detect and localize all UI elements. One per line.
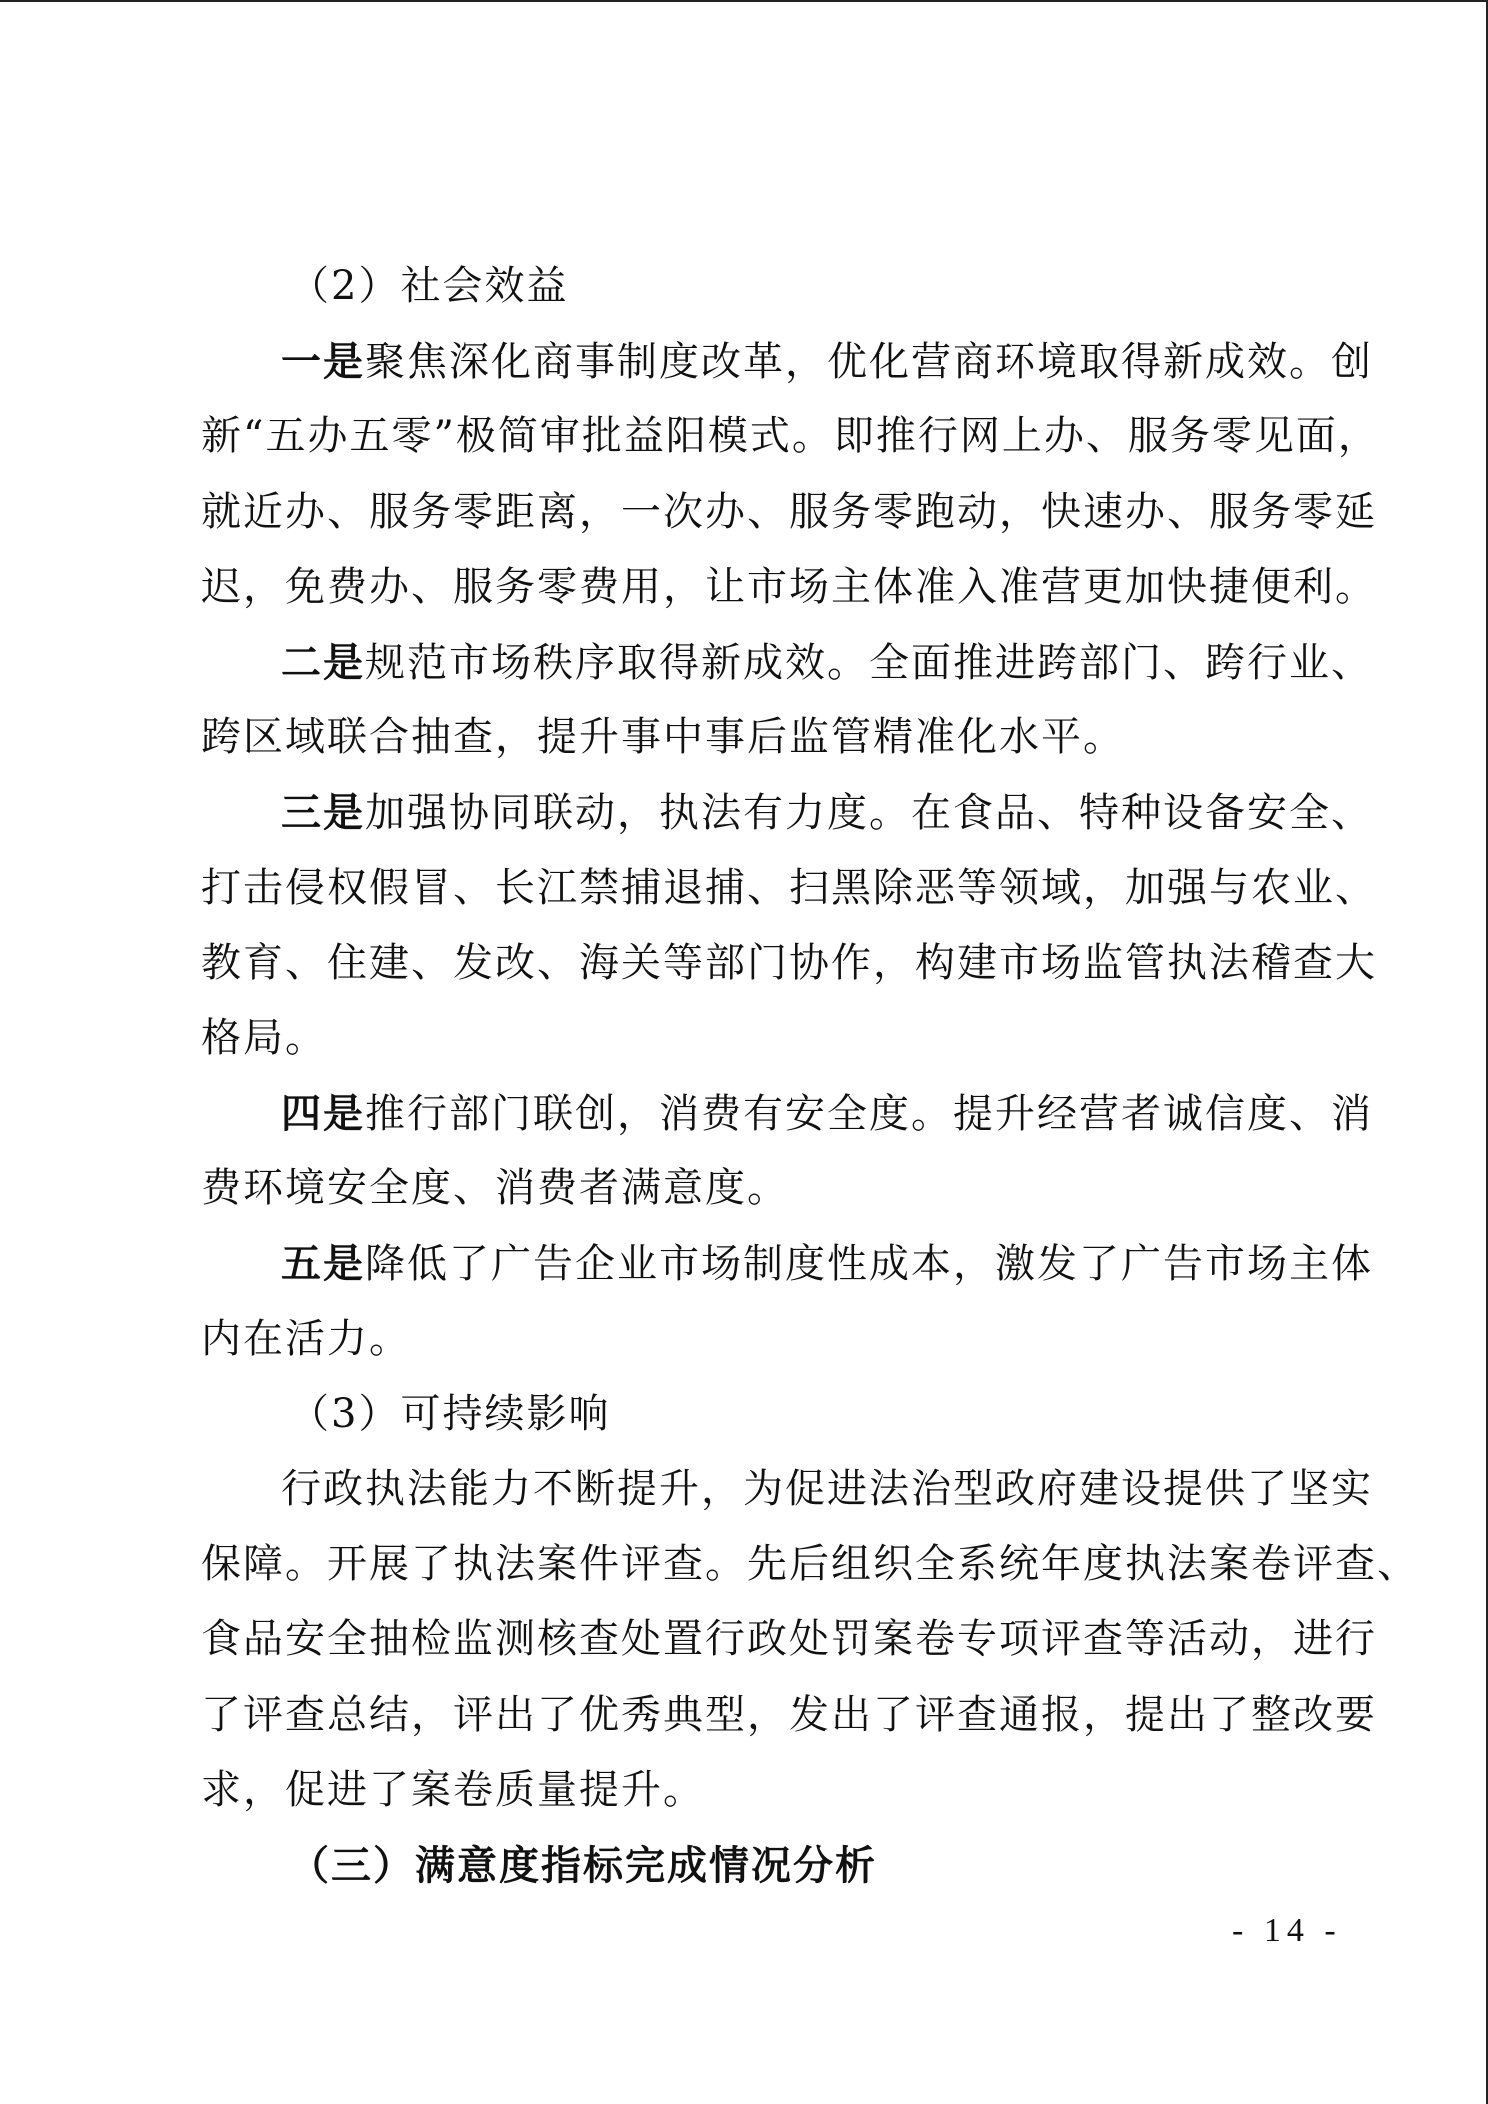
page-number: - 14 - bbox=[1232, 1912, 1342, 1949]
text-line bbox=[201, 1678, 1377, 1753]
line-text: 费环境安全度、消费者满意度。 bbox=[201, 1165, 789, 1212]
paragraph bbox=[201, 1076, 1373, 1226]
text-line bbox=[201, 775, 1373, 850]
line-text: 加强协同联动，执法有力度。在食品、特种设备安全、 bbox=[365, 790, 1373, 837]
line-text: 降低了广告企业市场制度性成本，激发了广告市场主体 bbox=[365, 1241, 1373, 1288]
text-line bbox=[201, 1602, 1377, 1677]
line-text: 行政执法能力不断提升，为促进法治型政府建设提供了坚实 bbox=[281, 1466, 1373, 1512]
line-text: 格局。 bbox=[201, 1014, 327, 1061]
line-text: 规范市场秩序取得新成效。全面推进跨部门、跨行业、 bbox=[365, 639, 1373, 686]
paragraph-lead: 五是 bbox=[281, 1240, 365, 1288]
paragraph bbox=[201, 1452, 1419, 1828]
line-text: （2）社会效益 bbox=[289, 263, 569, 309]
paragraph bbox=[201, 1226, 1373, 1376]
paragraph-lead: 一是 bbox=[281, 338, 365, 386]
line-text: 新“五办五零”极简审批益阳模式。即推行网上办、服务零见面， bbox=[201, 413, 1380, 460]
text-line bbox=[201, 1302, 1303, 1377]
paragraph-lead: 二是 bbox=[281, 638, 365, 686]
paragraph bbox=[201, 775, 1377, 1076]
paragraph-lead: 四是 bbox=[281, 1090, 365, 1138]
line-text: 迟，免费办、服务零费用，让市场主体准入准营更加快捷便利。 bbox=[201, 563, 1377, 610]
text-line bbox=[201, 1753, 1303, 1828]
text-line bbox=[201, 1377, 1303, 1452]
paragraph-lead: 三是 bbox=[281, 789, 365, 837]
line-text: （3）可持续影响 bbox=[289, 1390, 611, 1437]
line-text: 求，促进了案卷质量提升。 bbox=[201, 1766, 705, 1813]
line-text: 内在活力。 bbox=[201, 1315, 411, 1362]
line-text: 聚焦深化商事制度改革，优化营商环境取得新成效。创 bbox=[365, 339, 1373, 386]
text-line bbox=[201, 1226, 1373, 1301]
text-line bbox=[201, 1527, 1419, 1602]
text-line bbox=[201, 249, 1303, 324]
document-body bbox=[201, 249, 1419, 1903]
text-line bbox=[201, 851, 1377, 926]
text-line bbox=[201, 926, 1377, 1001]
paragraph bbox=[201, 625, 1373, 775]
line-text: 保障。开展了执法案件评查。先后组织全系统年度执法案卷评查、 bbox=[201, 1541, 1419, 1588]
text-line bbox=[201, 324, 1373, 399]
text-line bbox=[201, 1001, 1303, 1076]
section-heading bbox=[201, 249, 1303, 324]
line-text: 了评查总结，评出了优秀典型，发出了评查通报，提出了整改要 bbox=[201, 1691, 1377, 1738]
paragraph bbox=[201, 324, 1380, 625]
text-line bbox=[201, 550, 1377, 625]
text-line bbox=[201, 475, 1377, 550]
section-heading bbox=[201, 1828, 1303, 1903]
line-text: 跨区域联合抽查，提升事中事后监管精准化水平。 bbox=[201, 714, 1125, 761]
line-text: 推行部门联创，消费有安全度。提升经营者诚信度、消 bbox=[365, 1091, 1373, 1138]
page-edge-top bbox=[0, 0, 1488, 2]
text-line bbox=[201, 1828, 1303, 1903]
text-line bbox=[201, 625, 1373, 700]
line-text: 教育、住建、发改、海关等部门协作，构建市场监管执法稽查大 bbox=[201, 939, 1377, 986]
line-text: 打击侵权假冒、长江禁捕退捕、扫黑除恶等领域，加强与农业、 bbox=[201, 864, 1377, 911]
text-line bbox=[201, 700, 1303, 775]
line-text: （三）满意度指标完成情况分析 bbox=[289, 1841, 877, 1889]
text-line bbox=[201, 1452, 1373, 1527]
text-line bbox=[201, 1151, 1303, 1226]
line-text: 就近办、服务零距离，一次办、服务零跑动，快速办、服务零延 bbox=[201, 488, 1377, 535]
line-text: 食品安全抽检监测核查处置行政处罚案卷专项评查等活动，进行 bbox=[201, 1616, 1377, 1663]
text-line bbox=[201, 1076, 1373, 1151]
text-line bbox=[201, 399, 1380, 474]
section-heading bbox=[201, 1377, 1303, 1452]
